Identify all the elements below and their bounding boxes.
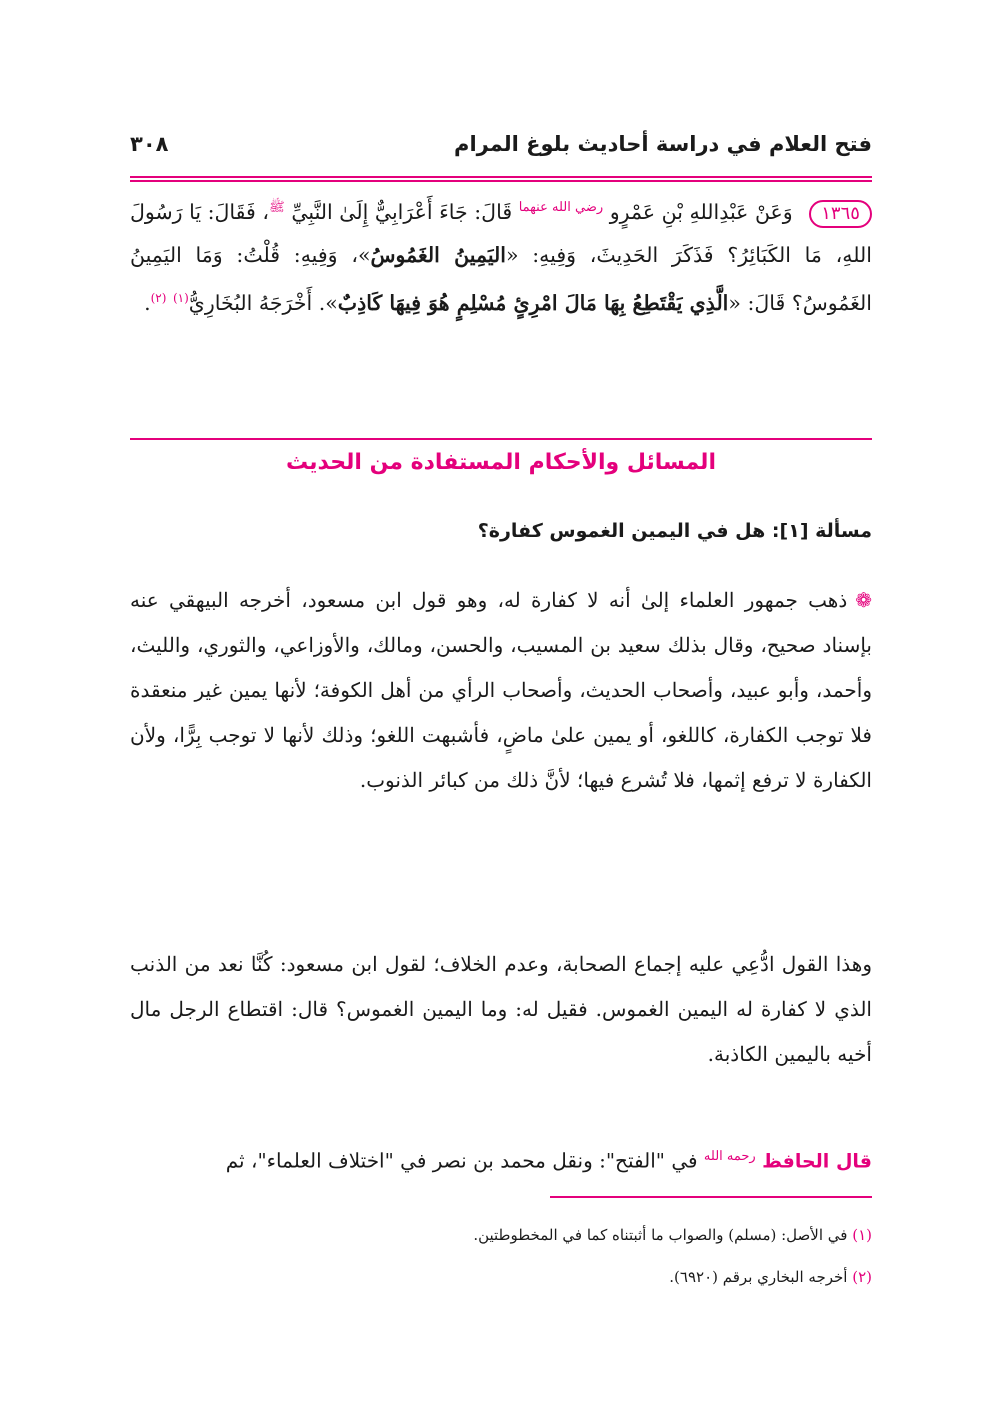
header-double-rule — [130, 176, 872, 182]
hadith-number-badge: ١٣٦٥ — [809, 200, 872, 228]
paragraph-2-text: وهذا القول ادُّعِي عليه إجماع الصحابة، وعدم الخلاف؛ لقول ابن مسعود: كُنَّا نعد من الذنب الذي لا كفارة له اليمين الغموس. فقيل له: وما اليمين الغموس؟ قال: اقتطاع الرجل مال أخيه باليمين الكاذبة. — [130, 952, 872, 1066]
hadith-text-4: »، وَفِيهِ: قُلْتُ: وَمَا اليَمِينُ الغَمُوسُ؟ قَالَ: « — [130, 242, 872, 315]
hadith-text-1: وَعَنْ عَبْدِاللهِ بْنِ عَمْرٍو — [609, 199, 793, 224]
hadith-text-2: قَالَ: جَاءَ أَعْرَابِيٌّ إِلَىٰ النَّبِيِّ — [291, 199, 513, 224]
paragraph-1-text: ذهب جمهور العلماء إلىٰ أنه لا كفارة له، وهو قول ابن مسعود، أخرجه البيهقي عنه بإسناد صحيح، وقال بذلك سعيد بن المسيب، والحسن، ومالك، والأوزاعي، والثوري، والليث، وأحمد، وأبو عبيد، وأصحاب الحديث، وأصحاب الرأي من أهل الكوفة؛ لأنها يمين غير منعقدة فلا توجب الكفارة، كاللغو، أو يمين علىٰ ماضٍ، فأشبهت اللغو؛ وذلك لأنها لا توجب بِرًّا، ولأن الكفارة لا ترفع إثمها، فلا تُشرع فيها؛ لأنَّ ذلك من كبائر الذنوب. — [130, 588, 872, 792]
page-number: ٣٠٨ — [130, 132, 169, 156]
footnote-1 — [473, 1226, 872, 1244]
flower-ornament-icon: ❁ — [855, 588, 872, 612]
section-title: المسائل والأحكام المستفادة من الحديث — [286, 450, 716, 475]
issue-label: مسألة [١]: — [771, 520, 872, 542]
hadith-end: . — [144, 290, 151, 315]
footnote-2 — [669, 1268, 872, 1286]
footnotes — [130, 1226, 872, 1306]
issue-question: هل في اليمين الغموس كفارة؟ — [477, 520, 766, 542]
footnote-2-num: (٢) — [852, 1268, 872, 1286]
paragraph-1 — [130, 578, 872, 803]
section-divider — [130, 438, 872, 440]
footnote-ref-2[interactable]: (٢) — [150, 290, 167, 305]
issue-heading — [478, 520, 872, 542]
footnote-1-text: في الأصل: (مسلم) والصواب ما أثبتناه كما في المخطوطتين. — [473, 1226, 848, 1244]
hadith-bold-2: الَّذِي يَقْتَطِعُ بِهَا مَالَ امْرِئٍ مُسْلِمٍ هُوَ فِيهَا كَاذِبٌ — [337, 290, 729, 315]
paragraph-3 — [130, 1134, 872, 1185]
paragraph-3-b: : ونقل محمد بن نصر في — [400, 1148, 606, 1173]
running-header — [130, 132, 872, 172]
hadith-bold-1: اليَمِينُ الغَمُوسُ — [370, 242, 506, 267]
footnote-2-text: أخرجه البخاري برقم (٦٩٢٠). — [669, 1268, 848, 1286]
book-title: فتح العلام في دراسة أحاديث بلوغ المرام — [454, 132, 872, 156]
footnote-ref-1[interactable]: (١) — [172, 290, 189, 305]
hadith-text-5: ». أَخْرَجَهُ البُخَارِيُّ — [188, 290, 338, 315]
honorific-3: رحمه الله — [703, 1149, 756, 1164]
paragraph-2 — [130, 942, 872, 1077]
hafiz-lead: قال الحافظ — [762, 1150, 872, 1173]
paragraph-3-a: في — [671, 1148, 698, 1173]
footnote-1-num: (١) — [852, 1226, 872, 1244]
quoted-book-1: "الفتح" — [605, 1148, 665, 1173]
honorific-1: رضي الله عنهما — [518, 200, 604, 215]
paragraph-3-c: ، ثم — [225, 1148, 258, 1173]
hadith-block — [130, 186, 872, 325]
quoted-book-2: "اختلاف العلماء" — [257, 1148, 394, 1173]
footnote-separator — [550, 1196, 872, 1198]
hadith-text-3: ، فَقَالَ: يَا رَسُولَ اللهِ، مَا الكَبَائِرُ؟ فَذَكَرَ الحَدِيثَ، وَفِيهِ: « — [130, 199, 872, 267]
honorific-2: ﷺ — [269, 200, 285, 215]
